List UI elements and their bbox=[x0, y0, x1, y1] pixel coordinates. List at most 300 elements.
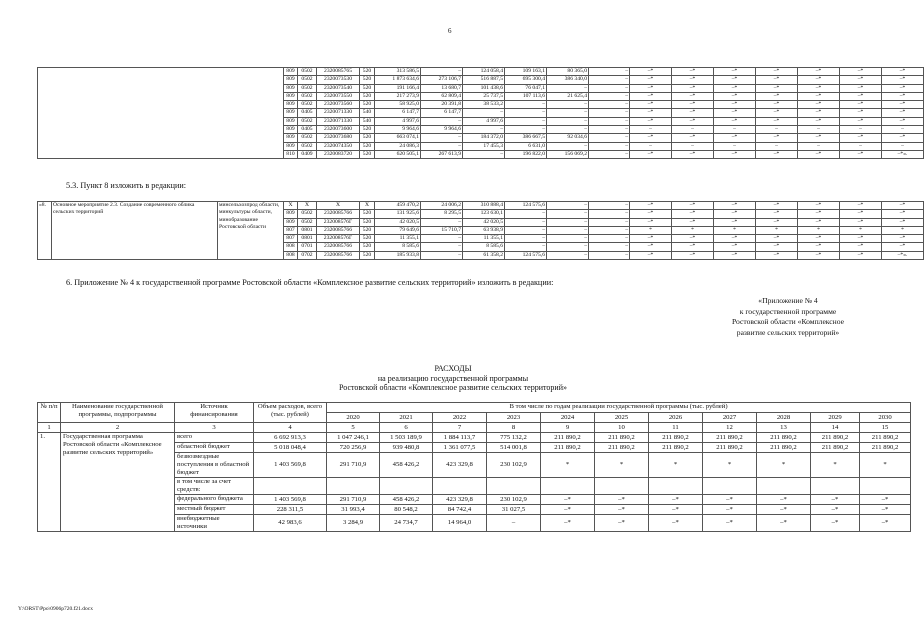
table-cell: – bbox=[463, 150, 505, 158]
table-cell: –* bbox=[714, 243, 756, 251]
table-cell: 310 888,4 bbox=[463, 202, 505, 210]
title-line: РАСХОДЫ bbox=[434, 364, 472, 373]
table-cell: 211 890,2 bbox=[541, 433, 595, 443]
table-cell: –* bbox=[811, 495, 860, 505]
year-header: 2027 bbox=[703, 413, 757, 423]
table-cell: 2320085765 bbox=[317, 68, 360, 76]
table-cell bbox=[487, 478, 541, 495]
table-cell: 809 bbox=[284, 84, 298, 92]
table-cell: –* bbox=[595, 515, 649, 532]
table-cell: –* bbox=[672, 218, 714, 226]
table-cell: –* bbox=[672, 68, 714, 76]
table-cell: –* bbox=[672, 109, 714, 117]
table-cell: 291 710,9 bbox=[327, 453, 380, 478]
table-cell: –* bbox=[882, 210, 924, 218]
expenses-title bbox=[283, 364, 623, 393]
table-cell: – bbox=[589, 150, 630, 158]
table-cell: 459 470,2 bbox=[375, 202, 421, 210]
table-cell: – bbox=[547, 126, 589, 134]
table-cell: – bbox=[547, 235, 589, 243]
table-cell: 0502 bbox=[298, 84, 317, 92]
table-cell: – bbox=[672, 126, 714, 134]
table-cell: –* bbox=[595, 505, 649, 515]
table-cell: 0502 bbox=[298, 210, 317, 218]
table-cell: 1 403 569,8 bbox=[254, 453, 327, 478]
table-row bbox=[38, 68, 924, 76]
table-cell: 2320073530 bbox=[317, 76, 360, 84]
table-cell: –* bbox=[756, 235, 798, 243]
table-cell: –* bbox=[798, 218, 840, 226]
file-path-footer: Y:\ORST\Ppo\0906p720.f21.docx bbox=[18, 606, 93, 612]
funding-source: в том числе за счет средств: bbox=[175, 478, 254, 495]
table-cell bbox=[433, 478, 487, 495]
table-cell: –* bbox=[630, 84, 672, 92]
table-cell bbox=[703, 478, 757, 495]
table-cell: – bbox=[589, 226, 630, 234]
table-cell: 42 020,5 bbox=[375, 218, 421, 226]
year-header: 2026 bbox=[649, 413, 703, 423]
table-cell: –* bbox=[714, 218, 756, 226]
table-cell: 386 340,0 bbox=[547, 76, 589, 84]
table-cell: 2320085766 bbox=[317, 251, 360, 259]
table-cell: 520 bbox=[360, 235, 375, 243]
table-cell: 76 047,1 bbox=[505, 84, 547, 92]
table-cell: 211 890,2 bbox=[649, 443, 703, 453]
table-cell: –* bbox=[630, 243, 672, 251]
table-cell: –* bbox=[882, 84, 924, 92]
table-cell: 2320073560 bbox=[317, 101, 360, 109]
table-cell: –* bbox=[630, 235, 672, 243]
table-cell: – bbox=[630, 126, 672, 134]
table-cell: –* bbox=[882, 117, 924, 125]
table-cell: – bbox=[505, 218, 547, 226]
table-cell: –* bbox=[798, 76, 840, 84]
table-cell: –* bbox=[714, 210, 756, 218]
table-cell: 808 bbox=[284, 243, 298, 251]
table-cell: –* bbox=[630, 101, 672, 109]
table-cell: 663 074,1 bbox=[375, 134, 421, 142]
table-cell: * bbox=[882, 226, 924, 234]
table-cell: –* bbox=[649, 515, 703, 532]
table-cell: 0502 bbox=[298, 142, 317, 150]
item-executor: минсельхозпрод области, минкультуры области, минобразование Ростовской области bbox=[218, 202, 284, 260]
table-cell: 211 890,2 bbox=[811, 433, 860, 443]
table-cell: –* bbox=[649, 505, 703, 515]
table-cell: – bbox=[547, 218, 589, 226]
funding-source: федерального бюджета bbox=[175, 495, 254, 505]
column-number: 5 bbox=[327, 423, 380, 433]
table-cell: 0801 bbox=[298, 235, 317, 243]
table-cell: 1 503 189,9 bbox=[380, 433, 433, 443]
table-cell: –* bbox=[798, 134, 840, 142]
table-cell: 1 873 634,6 bbox=[375, 76, 421, 84]
table-cell: –* bbox=[630, 150, 672, 158]
table-cell: –* bbox=[756, 243, 798, 251]
year-header: 2025 bbox=[595, 413, 649, 423]
table-cell: –* bbox=[798, 251, 840, 259]
table-cell: –* bbox=[630, 76, 672, 84]
table-cell: – bbox=[589, 235, 630, 243]
table-cell: –* bbox=[672, 235, 714, 243]
table-cell: 810 bbox=[284, 150, 298, 158]
table-cell: 516 887,5 bbox=[463, 76, 505, 84]
budget-table-continuation bbox=[37, 67, 924, 159]
table-cell: –* bbox=[798, 150, 840, 158]
table-cell: –* bbox=[714, 235, 756, 243]
table-cell: –* bbox=[756, 109, 798, 117]
table-cell: X bbox=[317, 202, 360, 210]
year-header: 2024 bbox=[541, 413, 595, 423]
year-header: 2020 bbox=[327, 413, 380, 423]
table-cell: 6 147,7 bbox=[421, 109, 463, 117]
table-cell: * bbox=[757, 453, 811, 478]
table-cell: –* bbox=[672, 202, 714, 210]
table-cell: –* bbox=[798, 243, 840, 251]
header-total: Объем расходов, всего (тыс. рублей) bbox=[254, 403, 327, 423]
table-cell: 9 964,6 bbox=[375, 126, 421, 134]
table-cell: 232008576Г bbox=[317, 235, 360, 243]
table-cell: –* bbox=[860, 505, 911, 515]
table-cell: 211 890,2 bbox=[757, 433, 811, 443]
table-cell: 2320085766 bbox=[317, 210, 360, 218]
table-cell: * bbox=[860, 453, 911, 478]
table-cell: 230 102,9 bbox=[487, 453, 541, 478]
table-cell: – bbox=[487, 515, 541, 532]
table-cell: –* bbox=[798, 92, 840, 100]
table-cell: * bbox=[714, 226, 756, 234]
table-cell: 809 bbox=[284, 68, 298, 76]
table-cell: – bbox=[589, 218, 630, 226]
table-cell: 0405 bbox=[298, 126, 317, 134]
table-cell: –* bbox=[714, 76, 756, 84]
table-cell: –*». bbox=[882, 251, 924, 259]
table-cell: 4 997,6 bbox=[375, 117, 421, 125]
table-cell: – bbox=[463, 126, 505, 134]
table-cell: –* bbox=[811, 505, 860, 515]
table-cell: –* bbox=[840, 68, 882, 76]
table-cell: 185 933,8 bbox=[375, 251, 421, 259]
table-cell: 291 710,9 bbox=[327, 495, 380, 505]
title-line: Ростовской области «Комплексное развитие сельских территорий» bbox=[339, 383, 567, 392]
table-cell: –* bbox=[756, 101, 798, 109]
table-cell: 5 018 048,4 bbox=[254, 443, 327, 453]
table-cell: –* bbox=[757, 505, 811, 515]
table-cell: 0801 bbox=[298, 226, 317, 234]
table-cell: 514 001,8 bbox=[487, 443, 541, 453]
table-cell: 0502 bbox=[298, 101, 317, 109]
table-cell: 230 102,9 bbox=[487, 495, 541, 505]
table-cell bbox=[649, 478, 703, 495]
table-cell: 423 329,8 bbox=[433, 453, 487, 478]
table-cell: –* bbox=[798, 235, 840, 243]
table-cell: 809 bbox=[284, 109, 298, 117]
table-cell: –* bbox=[840, 109, 882, 117]
table-cell: –* bbox=[882, 235, 924, 243]
table-cell: 809 bbox=[284, 134, 298, 142]
appendix-line: развитие сельских территорий» bbox=[736, 327, 840, 337]
table-cell: * bbox=[649, 453, 703, 478]
table-cell: 520 bbox=[360, 218, 375, 226]
table-cell: –* bbox=[714, 84, 756, 92]
table-cell: 42 983,6 bbox=[254, 515, 327, 532]
program-number: 1. bbox=[38, 433, 61, 532]
table-cell: – bbox=[589, 202, 630, 210]
table-cell: –* bbox=[649, 495, 703, 505]
table-cell: –* bbox=[798, 109, 840, 117]
funding-source: безвозмездные поступления в областной бюджет bbox=[175, 453, 254, 478]
appendix-line: к государственной программе bbox=[739, 306, 837, 316]
table-cell: 809 bbox=[284, 76, 298, 84]
table-cell: 809 bbox=[284, 101, 298, 109]
table-cell: – bbox=[505, 109, 547, 117]
table-cell: –* bbox=[840, 150, 882, 158]
table-cell: – bbox=[505, 210, 547, 218]
table-cell: 0502 bbox=[298, 218, 317, 226]
table-cell: 6 692 913,3 bbox=[254, 433, 327, 443]
table-cell: –* bbox=[840, 92, 882, 100]
table-cell: 31 027,5 bbox=[487, 505, 541, 515]
table-cell: –* bbox=[756, 251, 798, 259]
table-cell: –* bbox=[714, 117, 756, 125]
table-cell: 24 086,3 bbox=[375, 142, 421, 150]
table-cell: –* bbox=[630, 68, 672, 76]
table-cell: 63 938,9 bbox=[463, 226, 505, 234]
table-cell: – bbox=[589, 101, 630, 109]
table-cell: –* bbox=[672, 251, 714, 259]
table-cell: 1 884 113,7 bbox=[433, 433, 487, 443]
table-cell: 2320073600 bbox=[317, 126, 360, 134]
table-cell: –* bbox=[630, 92, 672, 100]
table-cell: –* bbox=[630, 251, 672, 259]
table-cell: 24 006,2 bbox=[421, 202, 463, 210]
table-cell: – bbox=[882, 126, 924, 134]
table-cell: 0702 bbox=[298, 251, 317, 259]
heading-6: 6. Приложение № 4 к государственной программе Ростовской области «Комплексное развитие сельских территорий» изложить в редакции: bbox=[66, 278, 554, 287]
table-cell: 84 742,4 bbox=[433, 505, 487, 515]
table-cell: – bbox=[672, 142, 714, 150]
table-cell: 520 bbox=[360, 150, 375, 158]
year-header: 2023 bbox=[487, 413, 541, 423]
table-cell: – bbox=[547, 226, 589, 234]
table-cell: 4 997,6 bbox=[463, 117, 505, 125]
table-cell: 620 505,1 bbox=[375, 150, 421, 158]
table-cell: – bbox=[714, 142, 756, 150]
table-cell: –* bbox=[840, 84, 882, 92]
table-cell: 232008576Г bbox=[317, 218, 360, 226]
table-cell: –* bbox=[714, 101, 756, 109]
table-cell: 11 355,1 bbox=[375, 235, 421, 243]
table-cell: 939 480,8 bbox=[380, 443, 433, 453]
table-cell: 520 bbox=[360, 84, 375, 92]
table-cell: –* bbox=[672, 210, 714, 218]
table-cell: – bbox=[547, 84, 589, 92]
table-cell: – bbox=[589, 243, 630, 251]
table-cell: 520 bbox=[360, 142, 375, 150]
column-number: 4 bbox=[254, 423, 327, 433]
table-cell: 458 426,2 bbox=[380, 495, 433, 505]
table-cell: 211 890,2 bbox=[595, 433, 649, 443]
table-cell: – bbox=[505, 243, 547, 251]
table-cell: –* bbox=[798, 84, 840, 92]
table-cell: 38 533,2 bbox=[463, 101, 505, 109]
funding-source: всего bbox=[175, 433, 254, 443]
table-cell: – bbox=[421, 134, 463, 142]
year-header: 2029 bbox=[811, 413, 860, 423]
table-cell: X bbox=[360, 202, 375, 210]
table-cell: X bbox=[298, 202, 317, 210]
appendix-line: Ростовской области «Комплексное bbox=[731, 317, 845, 326]
table-cell: –* bbox=[840, 210, 882, 218]
funding-source: областной бюджет bbox=[175, 443, 254, 453]
table-cell: 0502 bbox=[298, 92, 317, 100]
table-cell: 2320074350 bbox=[317, 142, 360, 150]
column-number: 2 bbox=[61, 423, 175, 433]
table-cell: 14 964,0 bbox=[433, 515, 487, 532]
table-cell: – bbox=[589, 109, 630, 117]
table-cell: –* bbox=[798, 101, 840, 109]
table-cell: –* bbox=[756, 68, 798, 76]
appendix-note bbox=[708, 296, 868, 338]
table-cell: – bbox=[589, 210, 630, 218]
table-cell: –* bbox=[798, 117, 840, 125]
page-number: 6 bbox=[448, 27, 452, 35]
table-cell: – bbox=[589, 126, 630, 134]
table-cell: 123 630,1 bbox=[463, 210, 505, 218]
table-cell bbox=[757, 478, 811, 495]
table-cell: 809 bbox=[284, 92, 298, 100]
table-cell: 520 bbox=[360, 210, 375, 218]
table-cell: – bbox=[547, 101, 589, 109]
table-cell: 520 bbox=[360, 243, 375, 251]
table-cell: 386 667,5 bbox=[505, 134, 547, 142]
table-cell: –* bbox=[840, 76, 882, 84]
table-cell: 211 890,2 bbox=[860, 433, 911, 443]
table-cell: –* bbox=[811, 515, 860, 532]
table-cell: 267 613,9 bbox=[421, 150, 463, 158]
table-cell: – bbox=[547, 142, 589, 150]
table-cell: X bbox=[284, 202, 298, 210]
table-cell: – bbox=[714, 126, 756, 134]
header-num: № п/п bbox=[38, 403, 61, 423]
column-number: 12 bbox=[703, 423, 757, 433]
table-cell: 131 925,6 bbox=[375, 210, 421, 218]
table-cell: –* bbox=[840, 251, 882, 259]
table-cell: 809 bbox=[284, 142, 298, 150]
table-cell: 0701 bbox=[298, 243, 317, 251]
table-cell: 92 034,6 bbox=[547, 134, 589, 142]
table-cell: – bbox=[840, 126, 882, 134]
heading-5-3: 5.3. Пункт 8 изложить в редакции: bbox=[66, 181, 187, 190]
table-cell: 2320071330 bbox=[317, 117, 360, 125]
table-cell: 211 890,2 bbox=[811, 443, 860, 453]
table-cell: 0405 bbox=[298, 109, 317, 117]
table-cell bbox=[541, 478, 595, 495]
table-cell bbox=[860, 478, 911, 495]
table-cell: – bbox=[589, 251, 630, 259]
table-cell: –* bbox=[882, 134, 924, 142]
table-cell: –* bbox=[672, 117, 714, 125]
table-cell: –* bbox=[541, 515, 595, 532]
column-number: 15 bbox=[860, 423, 911, 433]
table-cell: –* bbox=[703, 505, 757, 515]
table-cell: –* bbox=[756, 134, 798, 142]
table-cell: 80 365,0 bbox=[547, 68, 589, 76]
table-cell: –* bbox=[882, 76, 924, 84]
table-cell: 520 bbox=[360, 134, 375, 142]
table-cell: –* bbox=[630, 218, 672, 226]
table-cell: –* bbox=[672, 134, 714, 142]
table-cell: – bbox=[798, 126, 840, 134]
table-cell: –* bbox=[714, 109, 756, 117]
table-cell: – bbox=[798, 142, 840, 150]
table-cell: –* bbox=[882, 109, 924, 117]
table-cell: 211 890,2 bbox=[757, 443, 811, 453]
table-cell: 0502 bbox=[298, 134, 317, 142]
table-cell: 15 710,7 bbox=[421, 226, 463, 234]
column-number: 11 bbox=[649, 423, 703, 433]
table-cell: –* bbox=[541, 505, 595, 515]
table-cell: – bbox=[589, 76, 630, 84]
table-cell: –* bbox=[798, 202, 840, 210]
table-cell: –* bbox=[860, 515, 911, 532]
item-name: Основное мероприятие 2.3. Создание современного облика сельских территорий bbox=[52, 202, 218, 260]
blank-cell bbox=[38, 68, 284, 159]
column-number: 14 bbox=[811, 423, 860, 433]
table-cell: 809 bbox=[284, 210, 298, 218]
table-cell: – bbox=[421, 235, 463, 243]
expenses-table bbox=[37, 402, 911, 532]
table-cell: –* bbox=[756, 76, 798, 84]
table-cell: 109 163,1 bbox=[505, 68, 547, 76]
table-cell: 107 113,6 bbox=[505, 92, 547, 100]
table-cell: –* bbox=[840, 218, 882, 226]
table-cell bbox=[327, 478, 380, 495]
table-cell: 520 bbox=[360, 126, 375, 134]
table-cell: –* bbox=[840, 243, 882, 251]
table-cell: –* bbox=[882, 92, 924, 100]
table-cell: 42 020,5 bbox=[463, 218, 505, 226]
table-cell: 6 147,7 bbox=[375, 109, 421, 117]
year-header: 2022 bbox=[433, 413, 487, 423]
funding-source: внебюджетные источники bbox=[175, 515, 254, 532]
table-cell: 124 575,6 bbox=[505, 202, 547, 210]
item-number: «8. bbox=[38, 202, 52, 260]
table-cell: –* bbox=[630, 202, 672, 210]
table-cell: 62 809,4 bbox=[421, 92, 463, 100]
column-number: 10 bbox=[595, 423, 649, 433]
table-cell: 2320085766 bbox=[317, 226, 360, 234]
table-cell: 17 455,3 bbox=[463, 142, 505, 150]
table-cell: –* bbox=[882, 101, 924, 109]
table-cell: –* bbox=[756, 210, 798, 218]
table-cell: 217 273,9 bbox=[375, 92, 421, 100]
table-cell: – bbox=[463, 109, 505, 117]
table-cell: –* bbox=[672, 84, 714, 92]
budget-table-item-8 bbox=[37, 201, 924, 260]
table-cell: –* bbox=[840, 235, 882, 243]
table-cell: * bbox=[798, 226, 840, 234]
table-cell: –* bbox=[714, 92, 756, 100]
table-cell: 31 993,4 bbox=[327, 505, 380, 515]
table-cell: 228 311,5 bbox=[254, 505, 327, 515]
table-cell: – bbox=[589, 142, 630, 150]
table-cell: –* bbox=[672, 92, 714, 100]
table-cell: –* bbox=[672, 101, 714, 109]
column-number-row bbox=[38, 423, 911, 433]
table-cell: 9 964,6 bbox=[421, 126, 463, 134]
table-cell: – bbox=[882, 142, 924, 150]
table-cell: 313 586,5 bbox=[375, 68, 421, 76]
